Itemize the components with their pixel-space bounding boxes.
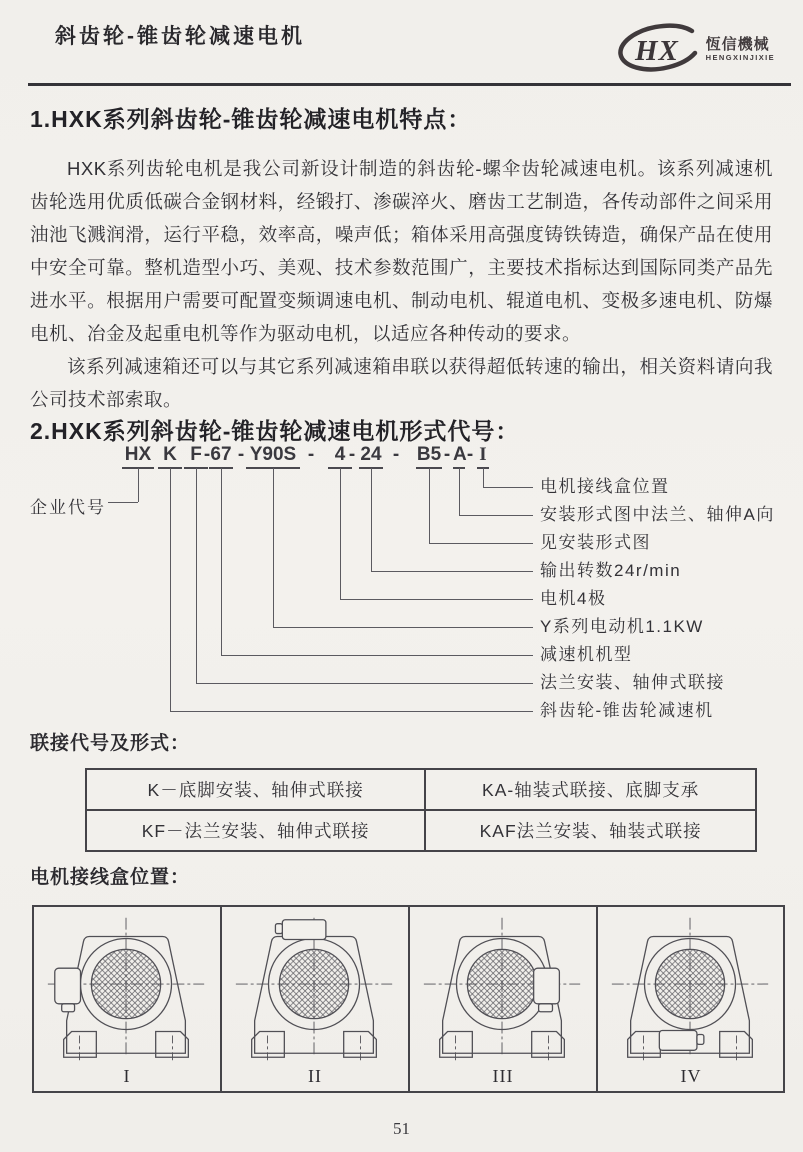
callout-line (429, 543, 533, 544)
callout-reducer-type: 斜齿轮-锥齿轮减速机 (540, 701, 714, 720)
code-token-24: 24 (359, 446, 383, 469)
code-separator: - (203, 444, 211, 465)
section1-paragraph-2: 该系列减速箱还可以与其它系列减速箱串联以获得超低转速的输出，相关资料请向我公司技术部索取。 (30, 356, 773, 410)
callout-line (108, 502, 138, 503)
motor-position-label: III (492, 1066, 514, 1086)
page-header (0, 0, 803, 76)
callout-flange-mount: 法兰安装、轴伸式联接 (540, 673, 725, 692)
motor-rear-view-diagram (410, 907, 596, 1065)
link-code-cell: K－底脚安装、轴伸式联接 (86, 769, 425, 810)
callout-line (371, 468, 372, 571)
motor-rear-view-diagram (34, 907, 220, 1065)
code-separator: - (237, 444, 245, 465)
section2-title: 2.HXK系列斜齿轮-锥齿轮减速电机形式代号： (30, 418, 520, 444)
link-codes-table (85, 768, 757, 852)
code-separator: - (443, 444, 451, 465)
callout-line (273, 627, 533, 628)
motor-position-label: II (308, 1066, 322, 1086)
junction-box-title: 电机接线盒位置： (30, 867, 191, 888)
code-token-a: A (453, 446, 465, 469)
callout-line (340, 468, 341, 599)
model-code-diagram (30, 446, 773, 732)
motor-rear-view-diagram (598, 907, 784, 1065)
motor-position-label: I (123, 1066, 131, 1086)
callout-line (459, 515, 533, 516)
callout-line (273, 468, 274, 627)
page-number: 51 (393, 1119, 410, 1138)
callout-line (221, 468, 222, 655)
code-separator: - (392, 444, 400, 465)
callout-line (483, 468, 484, 487)
code-token-b5: B5 (416, 446, 442, 469)
motor-table (32, 905, 785, 1093)
code-token-67: 67 (209, 446, 233, 469)
callout-line (221, 655, 533, 656)
callout-company-code: 企业代号 (30, 498, 106, 517)
callout-line (170, 711, 533, 712)
callout-motor-poles: 电机4极 (540, 589, 607, 608)
callout-reducer-model: 减速机机型 (540, 645, 633, 664)
motor-figure-bottom (596, 907, 784, 1091)
callout-line (170, 468, 171, 711)
logo-name-cn: 恆信機械 (705, 35, 770, 53)
logo-name-en: HENGXINJIXIE (705, 52, 775, 62)
code-token-k: K (158, 446, 182, 469)
callout-line (429, 468, 430, 543)
code-separator: - (307, 444, 315, 465)
callout-line (459, 468, 460, 515)
callout-junction-box: 电机接线盒位置 (540, 477, 670, 496)
callout-line (196, 468, 197, 683)
page-title: 斜齿轮-锥齿轮减速电机 (55, 25, 305, 48)
motor-position-label: IV (680, 1066, 702, 1086)
code-token-y90s: Y90S (246, 446, 300, 469)
callout-line (340, 599, 533, 600)
callout-line (196, 683, 533, 684)
section1-title: 1.HXK系列斜齿轮-锥齿轮减速电机特点： (30, 106, 472, 132)
callout-flange-shaft-a: 安装形式图中法兰、轴伸A向 (540, 505, 775, 524)
code-token-i: I (477, 446, 489, 469)
link-code-cell: KAF法兰安装、轴装式联接 (425, 810, 756, 851)
callout-line (371, 571, 533, 572)
link-code-cell: KA-轴装式联接、底脚支承 (425, 769, 756, 810)
code-separator: - (466, 444, 474, 465)
code-separator: - (348, 444, 356, 465)
table-row (86, 769, 756, 810)
callout-output-speed: 输出转数24r/min (540, 561, 682, 580)
code-token-f: F (184, 446, 208, 469)
link-codes-title: 联接代号及形式： (30, 733, 191, 754)
logo-name (706, 37, 775, 62)
motor-figure-right (408, 907, 596, 1091)
motor-figure-top (220, 907, 408, 1091)
callout-line (138, 468, 139, 502)
callout-mounting-form: 见安装形式图 (540, 533, 651, 552)
callout-line (483, 487, 533, 488)
header-rule (28, 83, 791, 86)
motor-rear-view-diagram (222, 907, 408, 1065)
code-token-4: 4 (328, 446, 352, 469)
svg-text:HX: HX (634, 35, 679, 67)
motor-figure-left (34, 907, 220, 1091)
section1-paragraph-1: HXK系列齿轮电机是我公司新设计制造的斜齿轮-螺伞齿轮减速电机。该系列减速机齿轮选用优质低碳合金钢材料，经锻打、渗碳淬火、磨齿工艺制造，各传动部件之间采用油池飞溅润滑，运行平稳，效率高，噪声低；箱体采用高强度铸铁铸造，确保产品在使用中安全可靠。整机造型小巧、美观、技术参数范围广，主要技术指标达到国际同类产品先进水平。根据用户需要可配置变频调速电机、制动电机、辊道电机、变极多速电机、防爆电机、冶金及起重电机等作为驱动电机，以适应各种传动的要求。 (30, 158, 773, 344)
code-token-hx: HX (122, 446, 154, 469)
company-logo (609, 22, 775, 76)
table-row (86, 810, 756, 851)
link-code-cell: KF－法兰安装、轴伸式联接 (86, 810, 425, 851)
hx-logo-icon (609, 22, 701, 76)
callout-motor-power: Y系列电动机1.1KW (540, 617, 704, 636)
